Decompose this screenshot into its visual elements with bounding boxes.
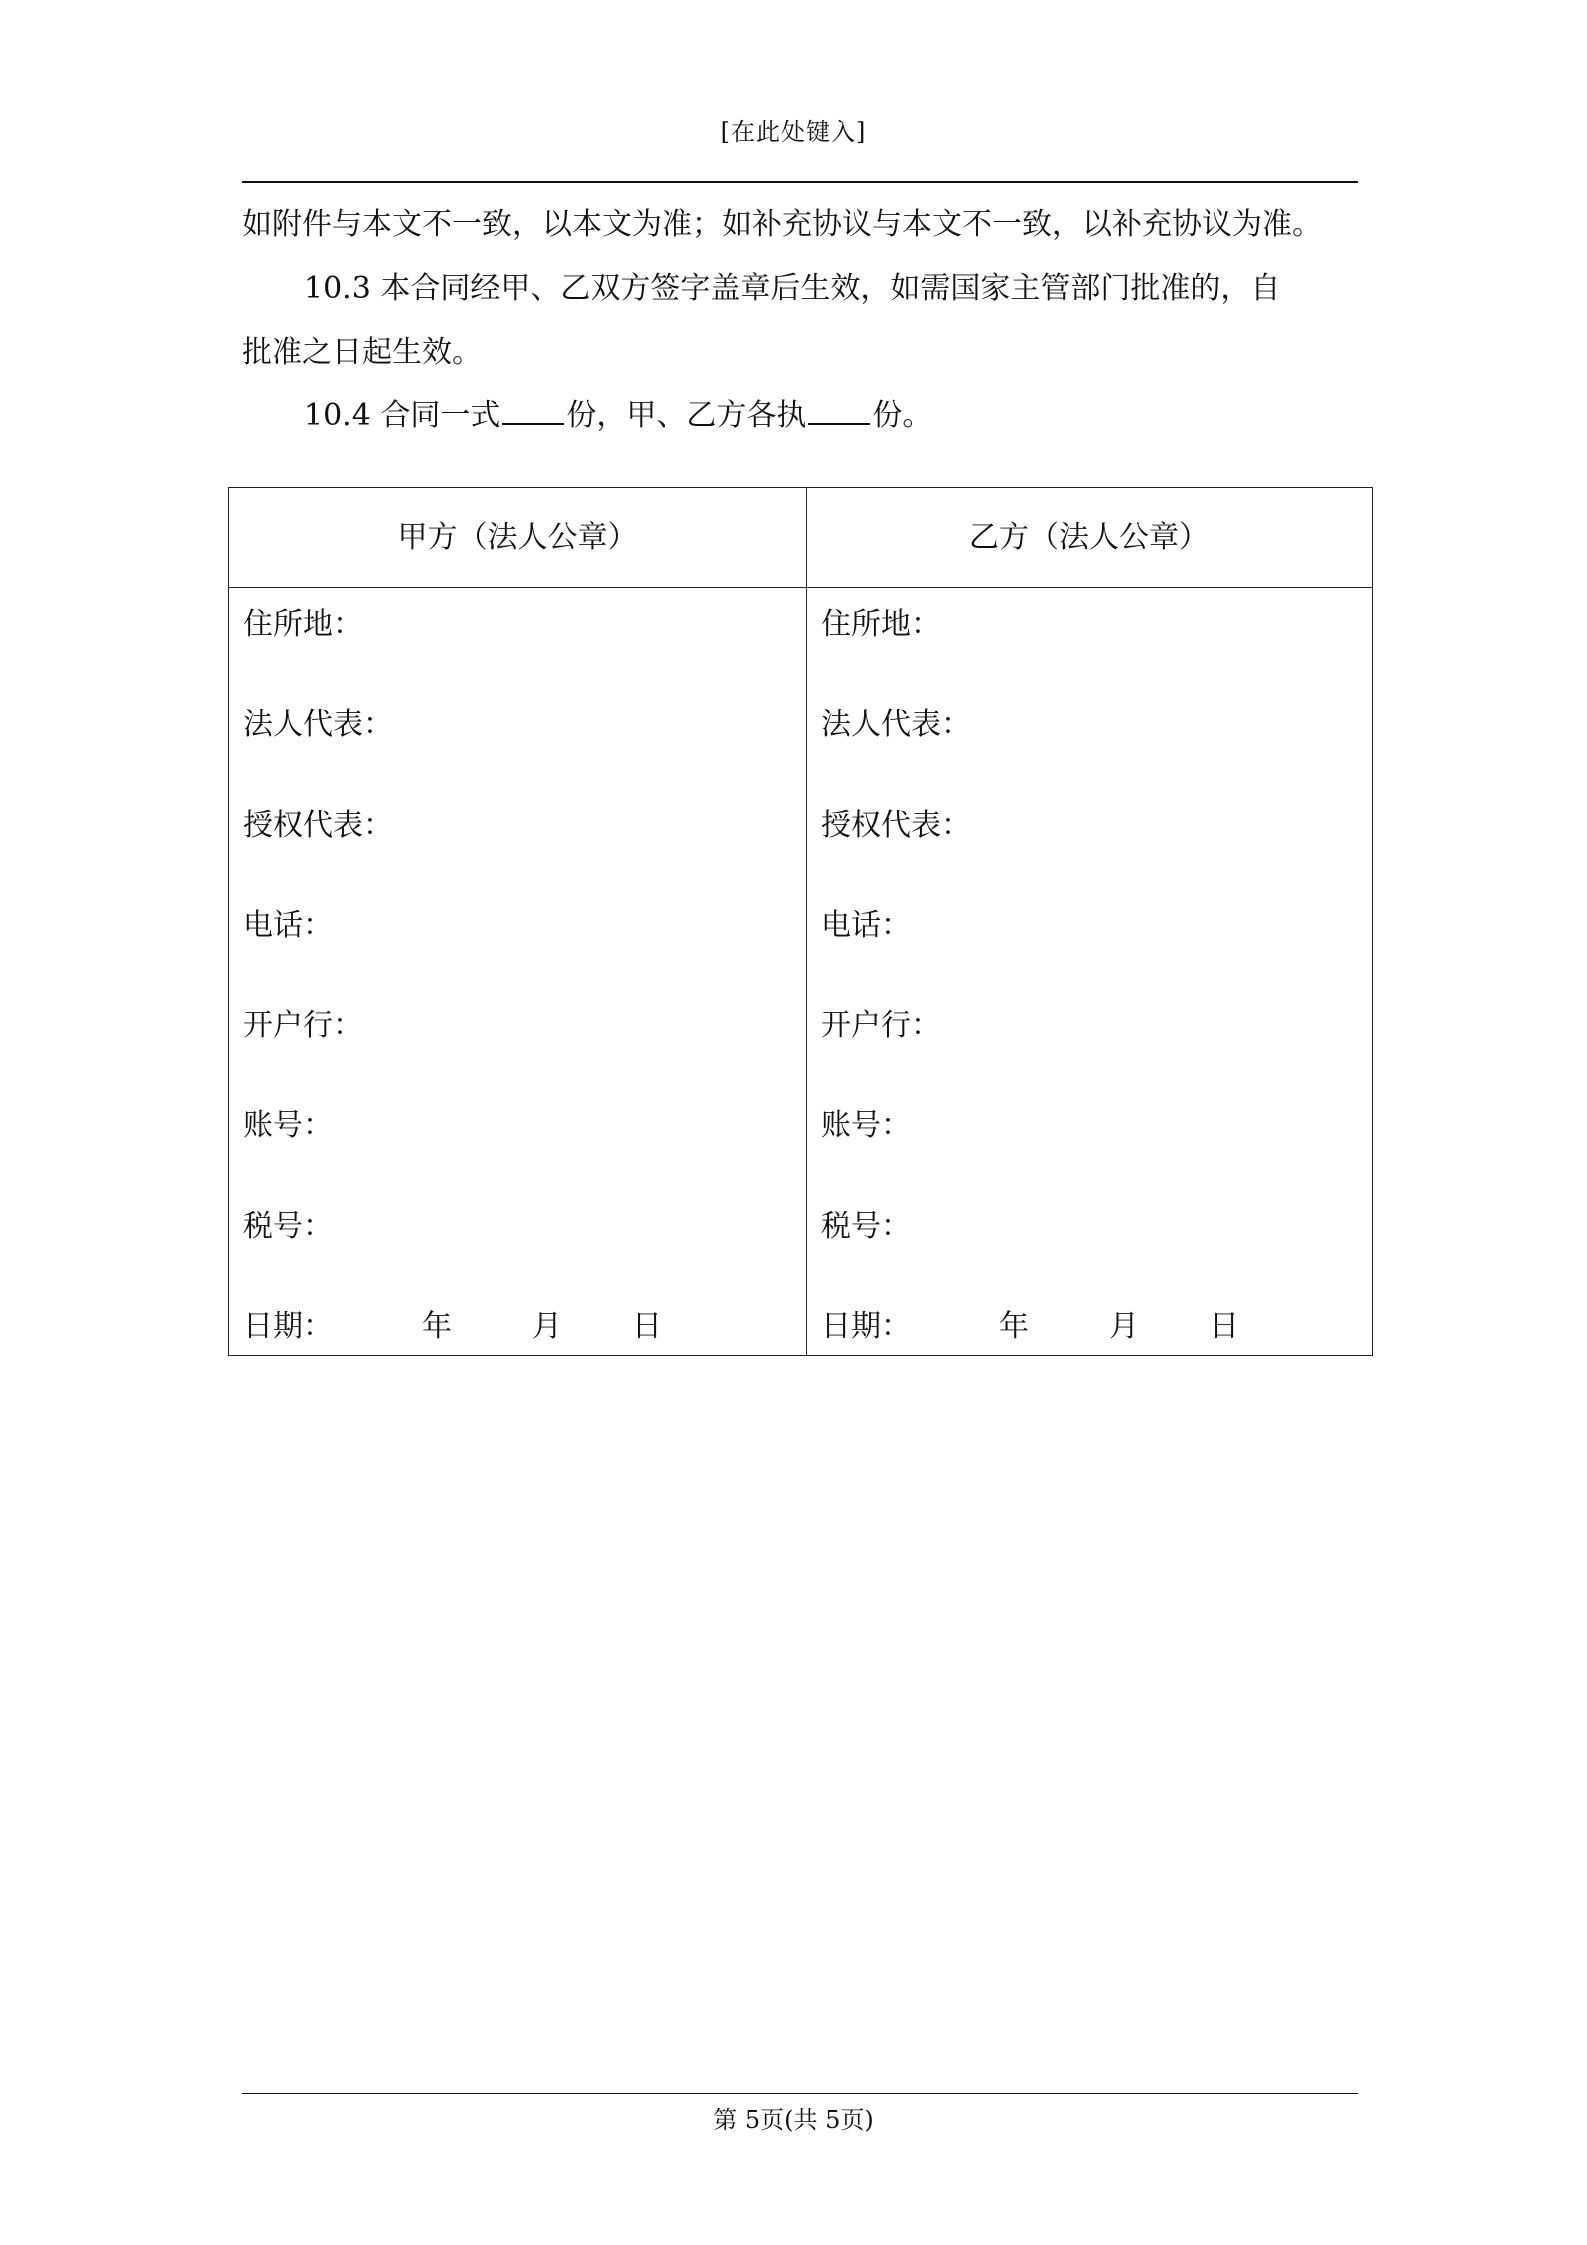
clause-10-3-line-2: 批准之日起生效。 (242, 335, 482, 370)
party-a-legal-rep-label: 法人代表： (243, 707, 393, 742)
party-a-year-label: 年 (422, 1309, 452, 1344)
party-a-day-label: 日 (632, 1309, 662, 1344)
party-a-address-label: 住所地： (243, 607, 363, 642)
party-b-tax-id-label: 税号： (821, 1209, 911, 1244)
party-b-phone-label: 电话： (821, 908, 911, 943)
party-a-account-label: 账号： (243, 1108, 333, 1143)
party-b-day-label: 日 (1209, 1309, 1239, 1344)
party-a-bank-label: 开户行： (243, 1008, 363, 1043)
party-a-phone-label: 电话： (243, 908, 333, 943)
party-b-heading: 乙方（法人公章） (969, 520, 1209, 555)
party-b-account-label: 账号： (821, 1108, 911, 1143)
page-header: [在此处键入] (720, 118, 867, 146)
heading-divider (229, 587, 1372, 588)
signature-table (228, 487, 1373, 1356)
party-b-address-label: 住所地： (821, 607, 941, 642)
party-a-date-label: 日期： (243, 1309, 333, 1344)
party-a-month-label: 月 (532, 1309, 562, 1344)
header-rule (242, 181, 1358, 183)
footer-rule (242, 2093, 1358, 2094)
party-b-year-label: 年 (999, 1309, 1029, 1344)
party-b-month-label: 月 (1109, 1309, 1139, 1344)
party-b-legal-rep-label: 法人代表： (821, 707, 971, 742)
party-a-heading: 甲方（法人公章） (397, 520, 638, 555)
clause-10-3-line-1: 10.3 本合同经甲、乙双方签字盖章后生效，如需国家主管部门批准的，自 (304, 271, 1281, 306)
clause-10-4 (304, 384, 1424, 448)
clause-10-4-mid: 份，甲、乙方各执 (566, 398, 807, 433)
party-b-date-label: 日期： (821, 1309, 911, 1344)
party-b-bank-label: 开户行： (821, 1008, 941, 1043)
clause-10-4-suffix: 份。 (872, 398, 933, 433)
page-footer: 第 5页(共 5页) (713, 2106, 874, 2134)
party-a-authorized-rep-label: 授权代表： (243, 808, 393, 843)
copies-each-blank[interactable] (808, 395, 870, 425)
column-divider (806, 488, 807, 1355)
party-b-authorized-rep-label: 授权代表： (821, 808, 971, 843)
party-a-tax-id-label: 税号： (243, 1209, 333, 1244)
paragraph-attachment-precedence: 如附件与本文不一致，以本文为准；如补充协议与本文不一致，以补充协议为准。 (242, 207, 1322, 242)
clause-10-4-prefix: 10.4 合同一式 (304, 398, 501, 433)
copies-total-blank[interactable] (502, 395, 564, 425)
